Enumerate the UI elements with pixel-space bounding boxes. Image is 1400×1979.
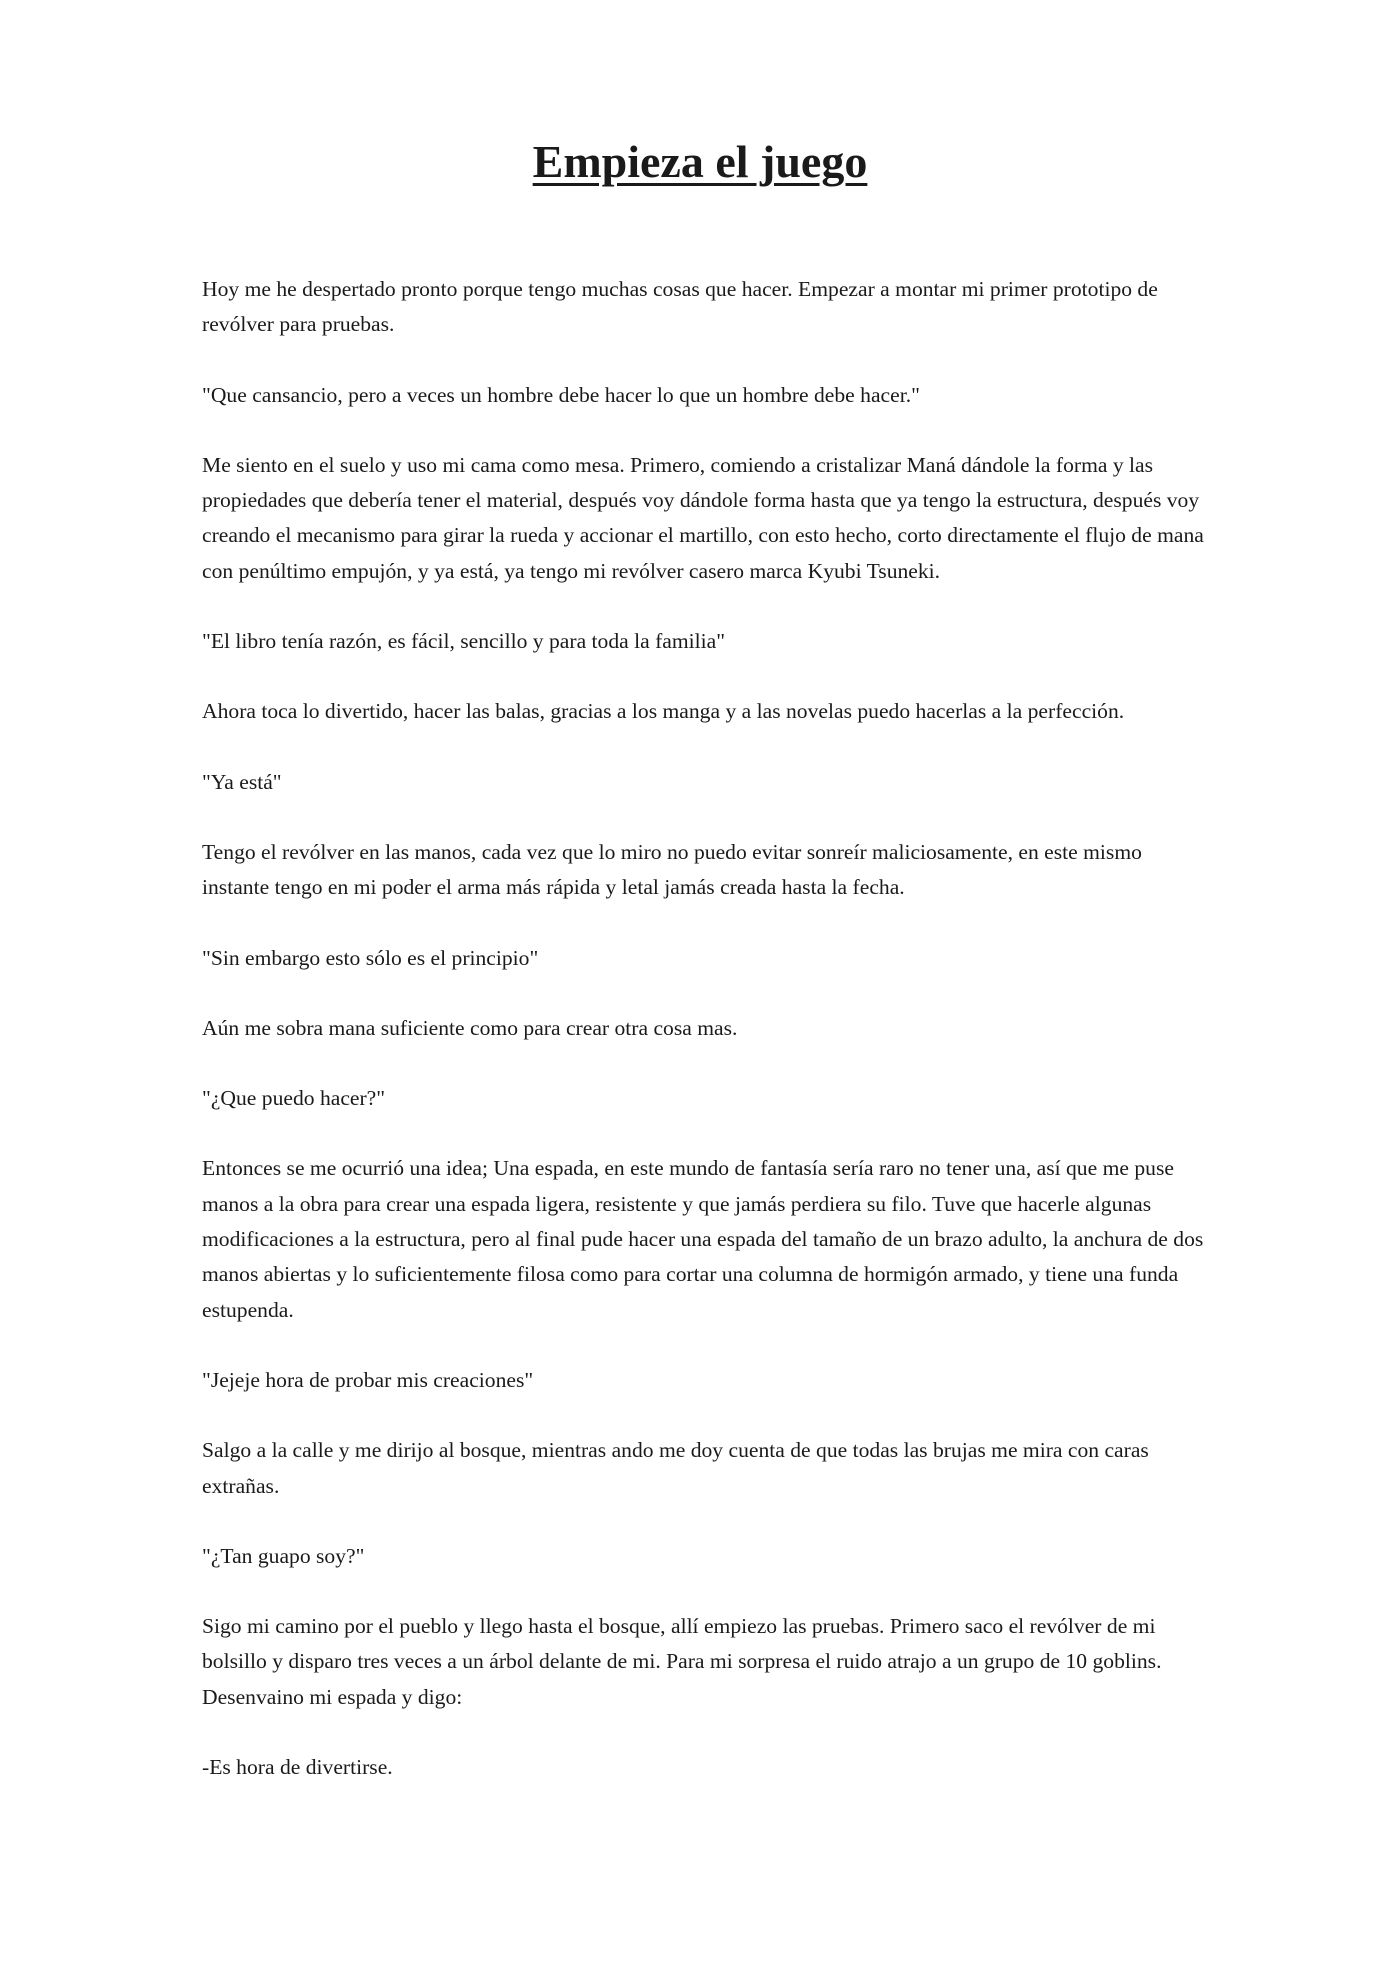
paragraph: "Jejeje hora de probar mis creaciones" <box>202 1367 534 1392</box>
paragraph: "Que cansancio, pero a veces un hombre debe hacer lo que un hombre debe hacer." <box>202 382 920 407</box>
paragraph: Salgo a la calle y me dirijo al bosque, mientras ando me doy cuenta de que todas las brujas me mira con caras extrañas. <box>202 1438 1149 1498</box>
paragraph: "¿Que puedo hacer?" <box>202 1086 386 1111</box>
paragraph: Sigo mi camino por el pueblo y llego hasta el bosque, allí empiezo las pruebas. Primero saco el revólver de mi bolsillo y disparo tres veces a un árbol delante de mi. Para mi sorpresa el ruido atrajo a un grupo de 10 goblins. Desenvaino mi espada y digo: <box>202 1614 1162 1709</box>
paragraph: "¿Tan guapo soy?" <box>202 1543 365 1568</box>
paragraph: "El libro tenía razón, es fácil, sencillo y para toda la familia" <box>202 629 726 654</box>
paragraph: Hoy me he despertado pronto porque tengo muchas cosas que hacer. Empezar a montar mi primer prototipo de revólver para pruebas. <box>202 277 1158 337</box>
paragraph: Ahora toca lo divertido, hacer las balas, gracias a los manga y a las novelas puedo hacerlas a la perfección. <box>202 699 1125 724</box>
paragraph: "Sin embargo esto sólo es el principio" <box>202 945 539 970</box>
paragraph: "Ya está" <box>202 769 282 794</box>
document-body <box>202 272 1212 1820</box>
paragraph: Tengo el revólver en las manos, cada vez que lo miro no puedo evitar sonreír maliciosamente, en este mismo instante tengo en mi poder el arma más rápida y letal jamás creada hasta la fecha. <box>202 839 1142 900</box>
paragraph: -Es hora de divertirse. <box>202 1755 393 1780</box>
page-title: Empieza el juego <box>532 136 868 187</box>
paragraph: Me siento en el suelo y uso mi cama como mesa. Primero, comiendo a cristalizar Maná dándole la forma y las propiedades que debería tener el material, después voy dándole forma hasta que ya tengo la estructura, después voy creando el mecanismo para girar la rueda y accionar el martillo, con esto hecho, corto directamente el flujo de mana con penúltimo empujón, y ya está, ya tengo mi revólver casero marca Kyubi Tsuneki. <box>202 452 1204 583</box>
paragraph: Entonces se me ocurrió una idea; Una espada, en este mundo de fantasía sería raro no tener una, así que me puse manos a la obra para crear una espada ligera, resistente y que jamás perdiera su filo. Tuve que hacerle algunas modificaciones a la estructura, pero al final pude hacer una espada del tamaño de un brazo adulto, la anchura de dos manos abiertas y lo suficientemente filosa como para cortar una columna de hormigón armado, y tiene una funda estupenda. <box>202 1156 1204 1322</box>
paragraph: Aún me sobra mana suficiente como para crear otra cosa mas. <box>202 1015 738 1040</box>
